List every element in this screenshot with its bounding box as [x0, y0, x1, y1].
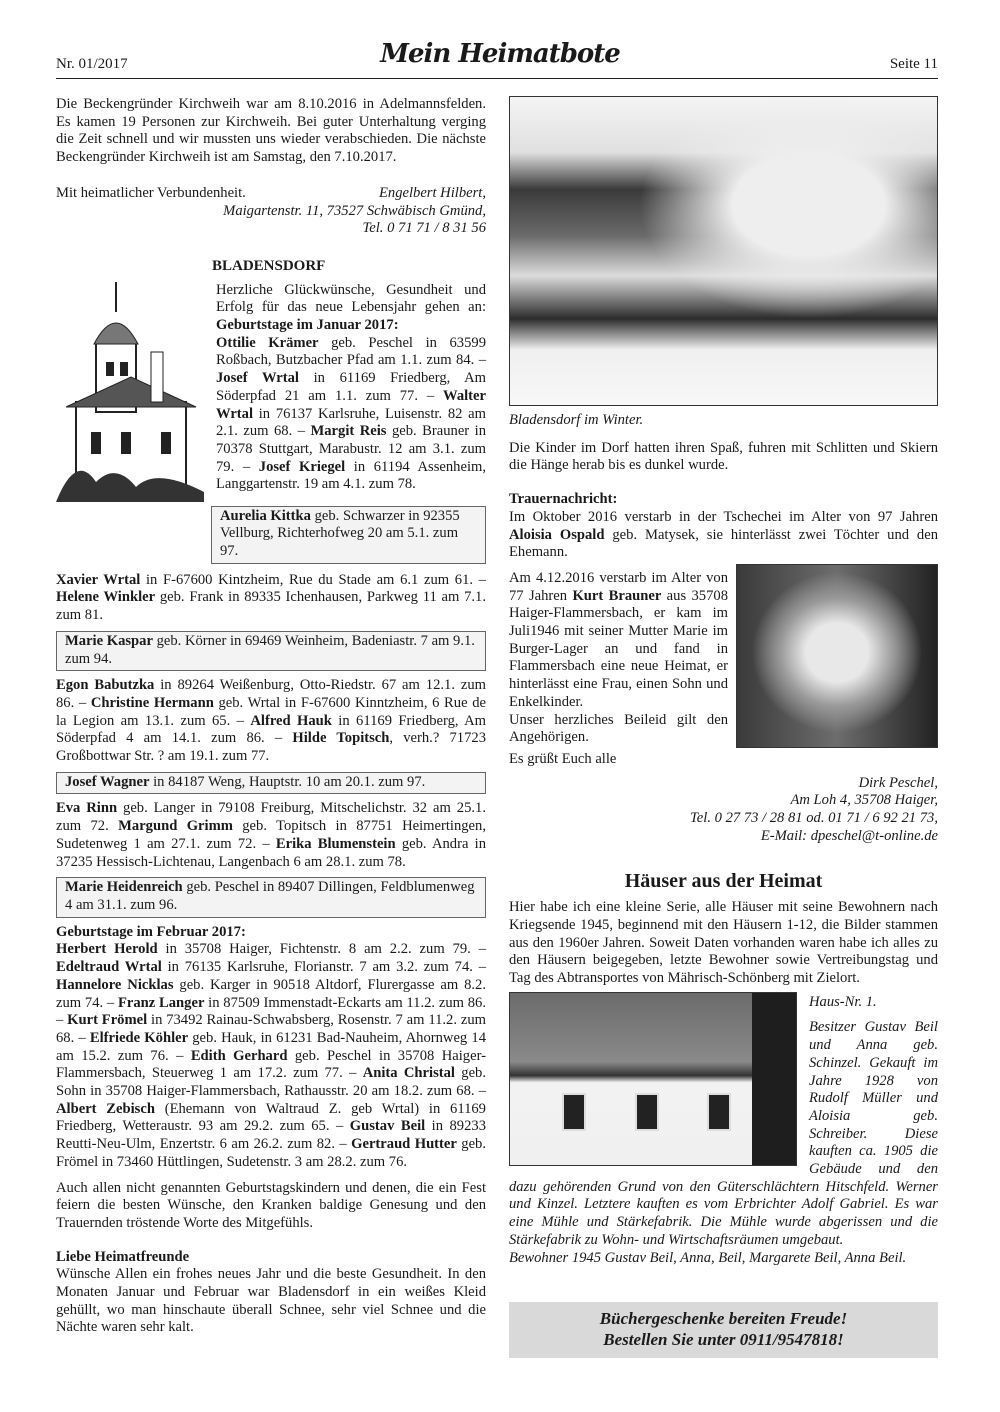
signature-phone: Tel. 0 71 71 / 8 31 56 — [362, 220, 486, 237]
text-run: geb. Peschel in 35708 Haiger-Flammersbach, Steuerweg 1 am 17.2. zum 77. – — [56, 1047, 486, 1082]
bold-name: Hannelore Nicklas — [56, 976, 174, 993]
text-run: geb. Frömel in 73460 Hüttlingen, Sudetenstr. 3 am 28.2. zum 76. — [56, 1136, 486, 1170]
bold-name: Egon Babutzka — [56, 677, 155, 694]
header-divider — [56, 78, 938, 79]
church-illustration — [56, 282, 204, 502]
bold-name: Kurt Brauner — [572, 587, 662, 604]
text-run: in 61169 Friedberg, Am Söderpfad 21 am 1.1. zum 77. – — [216, 370, 487, 404]
text-run: geb. Frank in 89335 Ichenhausen, Parkweg 11 am 7.1. zum 81. — [56, 589, 487, 624]
bold-name: Aurelia Kittka — [220, 507, 311, 524]
bold-name: Elfriede Köhler — [89, 1029, 189, 1046]
text-run: geb. Langer in 79108 Freiburg, Mitschelichstr. 32 am 25.1. zum 72. — [56, 800, 486, 835]
text-run: in 87509 Immenstadt-Eckarts am 11.2. zum 86. – — [56, 994, 486, 1029]
bold-name: Margund Grimm — [118, 818, 233, 835]
text-run: (Ehemann von Waltraud Z. geb Wrtal) in 61169 Friedberg, Wetteraustr. 93 am 29.2. zum 65. – — [56, 1100, 486, 1135]
text-run: in 35708 Haiger, Fichtenstr. 8 am 2.2. zum 79. – — [157, 941, 486, 958]
bold-name: Eva Rinn — [56, 800, 118, 817]
signature-name: Dirk Peschel, — [858, 774, 938, 791]
text-run: Im Oktober 2016 verstarb in der Tschechei im Alter von 97 Jahren — [509, 508, 938, 525]
signature-email: E-Mail: dpeschel@t-online.de — [760, 827, 938, 844]
text-run: Die Kinder im Dorf hatten ihren Spaß, fuhren mit Schlitten und Skiern die Hänge herab bis es dunkel wurde. — [509, 439, 938, 474]
book-promo-banner — [509, 1302, 938, 1358]
text-run: geb. Wrtal in F-67600 Kinntzheim, 6 Rue de la Legion am 13.1. zum 65. – — [56, 694, 486, 729]
text-run: Auch allen nicht genannten Geburtstagskindern und denen, die ein Fest feiern die besten Wünsche, den Kranken baldige Genesung und den Trauernden tröstende Worte des Mitgefühls. — [56, 1179, 486, 1231]
bold-name: Trauernachricht: — [509, 491, 618, 508]
newspaper-logo: Mein Heimatbote — [380, 39, 620, 69]
text-run: geb. Brauner in 70378 Stuttgart, Marabustr. 12 am 3.1. zum 79. – — [216, 423, 486, 475]
bold-name: Christine Hermann — [90, 694, 214, 711]
house-residents: Bewohner 1945 Gustav Beil, Anna, Beil, Margarete Beil, Anna Beil. — [509, 1249, 907, 1266]
text-run: geb. Körner in 69469 Weinheim, Badeniastr. 7 am 9.1. zum 94. — [65, 632, 475, 667]
left-column — [56, 96, 486, 1337]
text-run: geb. Schwarzer in 92355 Vellburg, Richterhofweg 20 am 5.1. zum 97. — [220, 507, 460, 560]
text-run: Wünsche Allen ein frohes neues Jahr und die beste Gesundheit. In den Monaten Januar und Februar war Bladensdorf in ein weißes Kleid gehüllt, wo man hinschaute überall Schnee, sehr viel Schnee und die Nächte waren sehr kalt. — [56, 1266, 486, 1336]
text-run: geb. Karger in 90518 Altdorf, Flurergasse am 8.2. zum 74. – — [56, 976, 486, 1011]
issue-number: Nr. 01/2017 — [56, 56, 128, 72]
text-run: geb. Andra in 37235 Hessisch-Lichtenau, Langenbach 6 am 28.1. zum 78. — [56, 835, 487, 870]
bold-name: Hilde Topitsch — [292, 730, 390, 747]
text-run: in 73492 Rainau-Schwabsberg, Rosenstr. 7 am 11.2. zum 68. – — [56, 1012, 486, 1046]
bold-name: Josef Wagner — [65, 773, 150, 790]
banner-line: Bestellen Sie unter 0911/9547818! — [603, 1330, 844, 1349]
bold-name: Kurt Frömel — [67, 1012, 148, 1029]
bold-name: Geburtstage im Januar 2017: — [216, 317, 399, 334]
text-run: Hier habe ich eine kleine Serie, alle Häuser mit seine Bewohnern nach Kriegsende 1945, beginnend mit den Häusern 1-12, die Bilder stammen aus den 1960er Jahren. Soweit Daten vorhanden waren habe ich alles zu den Häusern beigegeben, letzte Bewohner sowie Vertreibungstag und Tag des Abtransportes von Mährisch-Schönberg mit Zielort. — [509, 899, 938, 986]
bold-name: Ottilie Krämer — [216, 334, 319, 351]
bold-name: Aloisia Ospald — [509, 526, 605, 543]
bold-name: Franz Langer — [117, 994, 205, 1011]
house-photo — [509, 992, 797, 1166]
text-run: in 61194 Assenheim, Langgartenstr. 19 am 4.1. zum 78. — [216, 458, 487, 493]
text-run: Die Beckengründer Kirchweih war am 8.10.2016 in Adelmannsfelden. Es kamen 19 Personen zur Kirchweih. Bei guter Unterhaltung verging die Zeit schnell und wir mussten uns wieder verabschieden. Die nächste Beckengründer Kirchweih ist am Samstag, den 7.10.2017. — [56, 96, 486, 166]
bold-name: Anita Christal — [362, 1065, 455, 1082]
bold-name: Geburtstage im Februar 2017: — [56, 923, 246, 940]
february-birthdays — [56, 924, 486, 1172]
portrait-photo — [736, 564, 938, 748]
text-run: geb. Peschel in 89407 Dillingen, Feldblumenweg 4 am 31.1. zum 96. — [65, 879, 475, 913]
text-run: Besitzer Gustav Beil und Anna geb. Schinzel. Gekauft im Jahre 1928 von Rudolf Müller und Aloisia geb. Schreiber. Diese kauften ca. 1905 die Gebäude und den dazu gehörenden Grund von den Güterschlächtern Hitschfeld. Werner und Kinzel. Letztere kauften es vom Erbrichter Adolf Gabriel. Es war eine Mühle und Stärkefabrik. Die Mühle wurde abgerissen und die Stärkefabrik zu Wohn- und Wirtschaftsräumen umgebaut. — [509, 1019, 938, 1248]
highlight-box — [56, 631, 486, 671]
highlight-box — [211, 506, 486, 564]
children-paragraph — [509, 440, 938, 475]
text-run: Herzliche Glückwünsche, Gesundheit und Erfolg für das neue Lebensjahr gehen an: — [216, 281, 486, 316]
text-run: in 89264 Weißenburg, Otto-Riedstr. 67 am 12.1. zum 86. – — [56, 677, 486, 711]
signature-address: Am Loh 4, 35708 Haiger, — [790, 792, 938, 809]
bold-name: Edeltraud Wrtal — [56, 959, 162, 976]
banner-line: Büchergeschenke bereiten Freude! — [599, 1309, 848, 1328]
bold-name: Albert Zebisch — [56, 1100, 155, 1117]
series-intro — [509, 899, 938, 988]
text-run: in F-67600 Kintzheim, Rue du Stade am 6.1 zum 61. – — [140, 571, 486, 588]
bold-name: Margit Reis — [310, 423, 387, 440]
text-run: Am 4.12.2016 verstarb im Alter von 77 Jahren — [509, 569, 728, 604]
bold-name: Edith Gerhard — [190, 1047, 288, 1064]
text-run: in 76135 Karlsruhe, Florianstr. 7 am 3.2. zum 74. – — [161, 959, 486, 976]
bold-name: Gertraud Hutter — [351, 1136, 457, 1153]
text-run: geb. Matysek, sie hinterlässt zwei Töchter und den Ehemann. — [509, 526, 938, 561]
text-run: geb. Topitsch in 87751 Heimertingen, Sudetenweg 1 am 27.1. zum 72. – — [56, 818, 486, 852]
highlight-box — [56, 772, 486, 795]
text-run: in 61169 Friedberg, Am Söderpfad 4 am 14.1. zum 86. – — [56, 712, 487, 747]
bold-name: Herbert Herold — [56, 941, 158, 958]
signature-address: Maigartenstr. 11, 73527 Schwäbisch Gmünd, — [223, 202, 486, 219]
bold-name: Josef Kriegel — [258, 458, 346, 475]
bold-name: Liebe Heimatfreunde — [56, 1248, 190, 1265]
section-heading: Häuser aus der Heimat — [624, 870, 823, 893]
greeting-paragraph — [56, 1249, 486, 1338]
bold-name: Gustav Beil — [349, 1118, 426, 1135]
bold-name: Erika Blumenstein — [275, 835, 396, 852]
photo-caption: Bladensdorf im Winter. — [509, 412, 644, 428]
text-run: geb. Sohn in 35708 Haiger-Flammersbach, Rathausstr. 20 am 18.2. zum 68. – — [56, 1065, 487, 1100]
signature-name: Engelbert Hilbert, — [378, 184, 486, 201]
text-run: geb. Hauk, in 61231 Bad-Nauheim, Ahornweg 14 am 15.2. zum 76. – — [56, 1029, 486, 1064]
winter-village-photo — [509, 96, 938, 406]
closing-paragraph — [509, 751, 938, 769]
text-run: aus 35708 Haiger-Flammersbach, er kam im Juli1946 mit seiner Mutter Marie im Burger-Lager an und fand in Flammersbach eine neue Heimat, er hinterlässt eine Frau, einen Sohn und Enkelkinder. — [509, 587, 728, 710]
bold-name: Marie Heidenreich — [65, 879, 183, 896]
text-run: in 84187 Weng, Hauptstr. 10 am 20.1. zum 97. — [149, 773, 426, 790]
signature-phone: Tel. 0 27 73 / 28 81 od. 01 71 / 6 92 21 73, — [690, 810, 938, 827]
bold-name: Josef Wrtal — [216, 370, 299, 387]
text-run: in 76137 Karlsruhe, Luisenstr. 82 am 2.1. zum 68. – — [216, 405, 486, 440]
bold-name: Walter Wrtal — [216, 387, 486, 422]
page-number: Seite 11 — [889, 56, 938, 72]
intro-paragraph — [56, 96, 486, 167]
text-run: Es grüßt Euch alle — [509, 750, 617, 767]
highlight-box — [56, 877, 486, 917]
birthday-paragraph — [56, 800, 486, 871]
obituary-paragraph — [509, 491, 938, 562]
text-run: geb. Peschel in 63599 Roßbach, Butzbacher Pfad am 1.1. zum 84. – — [216, 334, 486, 369]
bold-name: Alfred Hauk — [250, 712, 332, 729]
right-column — [509, 96, 938, 1267]
bold-name: Xavier Wrtal — [56, 571, 141, 588]
wishes-paragraph — [56, 1180, 486, 1233]
birthday-paragraph — [56, 677, 486, 766]
house-title: Haus-Nr. 1. — [809, 993, 877, 1010]
birthday-paragraph — [56, 572, 486, 625]
text-run: Unser herzliches Beileid gilt den Angehörigen. — [509, 711, 728, 746]
greeting: Mit heimatlicher Verbundenheit. — [56, 184, 246, 201]
text-run: , verh.? 71723 Großbottwar Str. ? am 19.1. zum 77. — [56, 730, 486, 765]
text-run: in 89233 Reutti-Neu-Ulm, Enzertstr. 6 am 26.2. zum 82. – — [56, 1118, 486, 1153]
bold-name: Helene Winkler — [56, 589, 156, 606]
section-title: BLADENSDORF — [212, 257, 326, 274]
bold-name: Marie Kaspar — [65, 632, 153, 649]
